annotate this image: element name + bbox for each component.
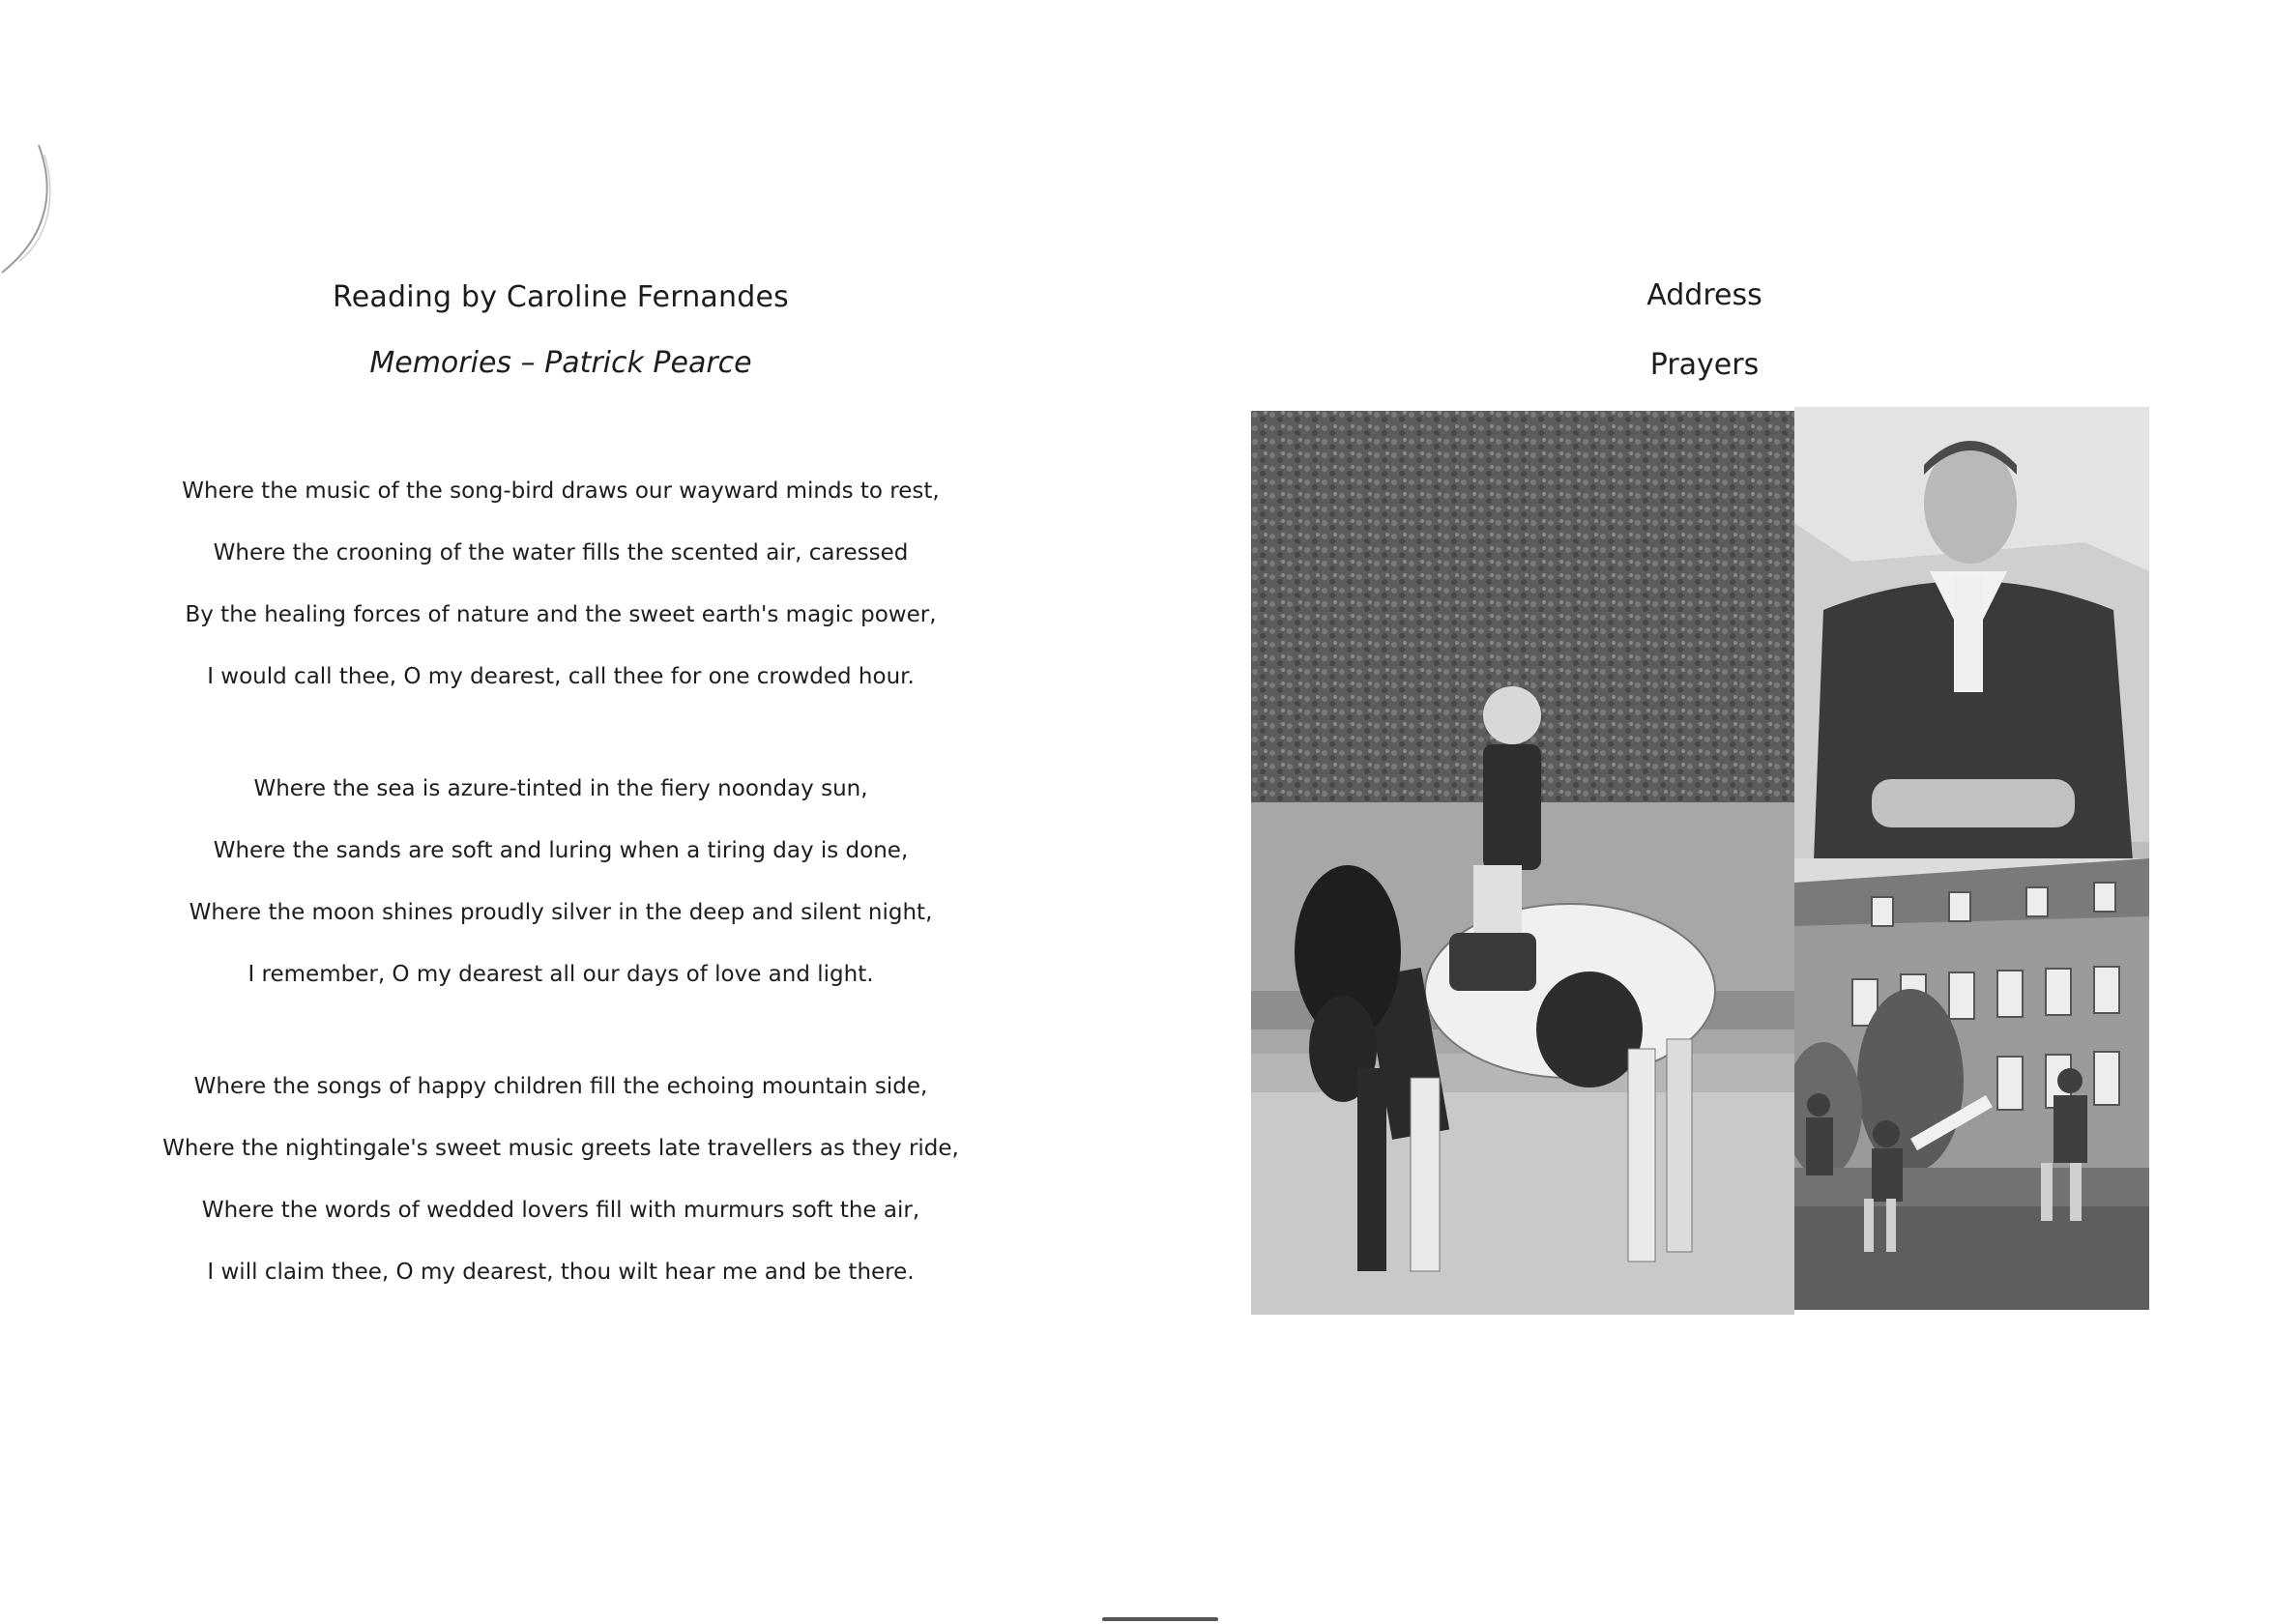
poem-stanza-2 bbox=[145, 773, 976, 990]
poem-line: I would call thee, O my dearest, call thee for one crowded hour. bbox=[207, 664, 915, 689]
poem-line: Where the words of wedded lovers fill with murmurs soft the air, bbox=[201, 1198, 920, 1223]
poem-line: By the healing forces of nature and the sweet earth's magic power, bbox=[185, 602, 937, 627]
bottom-binding-mark bbox=[1102, 1617, 1218, 1621]
poem-line: Where the sands are soft and luring when a tiring day is done, bbox=[213, 838, 909, 863]
photo-boy-on-pony bbox=[1251, 411, 1794, 1315]
left-page bbox=[0, 0, 1121, 1624]
reading-title: Reading by Caroline Fernandes bbox=[333, 280, 789, 314]
poem-stanza-1 bbox=[145, 476, 976, 692]
poem-line: Where the sea is azure-tinted in the fiery noonday sun, bbox=[253, 776, 868, 801]
poem-line: Where the moon shines proudly silver in the deep and silent night, bbox=[189, 900, 933, 925]
reading-section bbox=[145, 278, 976, 1288]
poem-line: Where the crooning of the water fills the scented air, caressed bbox=[213, 540, 909, 566]
page-curl-mark bbox=[0, 145, 58, 280]
photo-young-man-portrait bbox=[1794, 407, 2149, 861]
poem-stanza-3 bbox=[145, 1071, 976, 1288]
poem-line: I will claim thee, O my dearest, thou wilt hear me and be there. bbox=[207, 1260, 915, 1285]
prayers-heading: Prayers bbox=[1649, 348, 1760, 382]
poem-line: Where the music of the song-bird draws our wayward minds to rest, bbox=[182, 478, 940, 504]
reading-subtitle: Memories – Patrick Pearce bbox=[369, 346, 752, 380]
poem-line: Where the songs of happy children fill the echoing mountain side, bbox=[193, 1074, 928, 1099]
poem-line: I remember, O my dearest all our days of love and light. bbox=[248, 962, 874, 987]
address-heading: Address bbox=[1646, 278, 1762, 312]
poem-line: Where the nightingale's sweet music greets late travellers as they ride, bbox=[162, 1136, 959, 1161]
photo-boys-playing-cricket bbox=[1794, 858, 2149, 1310]
